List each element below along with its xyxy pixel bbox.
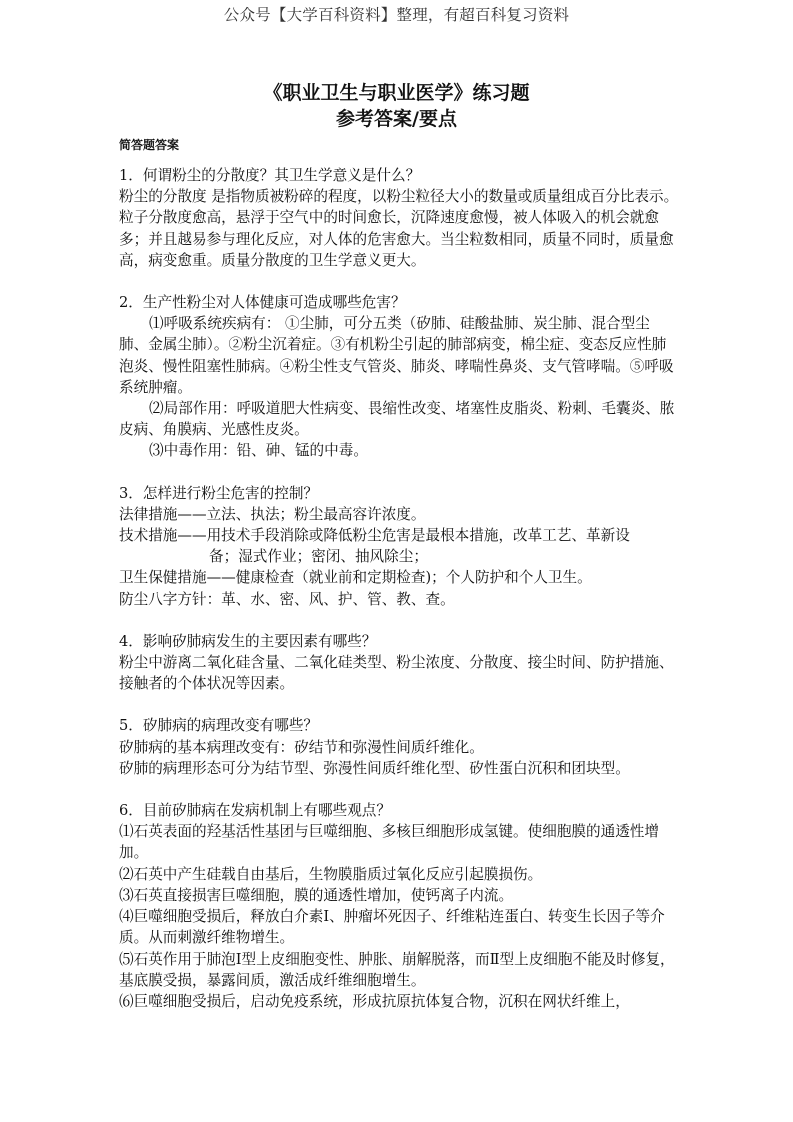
section-label: 简答题答案 [119,138,180,152]
question-5 [119,715,679,779]
answer-paragraph: ⑶中毒作用：铅、砷、锰的中毒。 [149,442,368,460]
answer-paragraph: ⑶石英直接损害巨噬细胞，膜的通透性增加，使钙离子内流。 [119,886,514,904]
question-2 [119,292,679,462]
answer-paragraph: 防尘八字方针：革、水、密、风、护、管、教、查。 [119,590,455,608]
answer-paragraph: ⑴石英表面的羟基活性基团与巨噬细胞、多核巨细胞形成氢键。使细胞膜的通透性增加。 [119,823,659,862]
question-text: 1．何谓粉尘的分散度？其卫生学意义是什么？ [119,167,421,184]
question-text: 4．影响矽肺病发生的主要因素有哪些？ [119,632,377,650]
answer-paragraph: 卫生保健措施——健康检查（就业前和定期检查)；个人防护和个人卫生。 [119,569,592,587]
answer-paragraph: 粉尘的分散度 是指物质被粉碎的程度，以粉尘粒径大小的数量或质量组成百分比表示。 [119,188,679,206]
answer-paragraph: 备；湿式作业；密闭、抽风除尘； [209,548,428,566]
answer-paragraph: 粉尘中游离二氧化硅含量、二氧化硅类型、粉尘浓度、分散度、接尘时间、防护措施、接触者的个体状况等因素。 [119,654,674,693]
question-6 [119,800,679,1012]
answer-paragraph: 矽肺的病理形态可分为结节型、弥漫性间质纤维化型、矽性蛋白沉积和团块型。 [119,759,630,777]
answer-paragraph: ⑹巨噬细胞受损后，启动免疫系统，形成抗原抗体复合物，沉积在网状纤维上， [119,992,630,1010]
answer-paragraph: 技术措施——用技术手段消除或降低粉尘危害是最根本措施，改革工艺、革新设 [119,527,630,545]
document-subtitle: 参考答案/要点 [336,108,457,130]
page-header: 公众号【大学百科资料】整理，有超百科复习资料 [223,6,570,24]
question-1 [119,165,679,271]
answer-paragraph: ⑵石英中产生硅载自由基后，生物膜脂质过氧化反应引起膜损伤。 [119,865,543,883]
answer-paragraph: ⑸石英作用于肺泡Ⅰ型上皮细胞变性、肿胀、崩解脱落，而Ⅱ型上皮细胞不能及时修复，基底膜受损，暴露间质，激活成纤维细胞增生。 [119,950,675,989]
answer-paragraph: ⑵局部作用：呼吸道肥大性病变、畏缩性改变、堵塞性皮脂炎、粉刺、毛囊炎、脓皮病、角膜病、光感性皮炎。 [119,400,675,439]
document-body [119,165,679,1033]
question-4 [119,631,679,695]
document-title: 《职业卫生与职业医学》练习题 [263,82,530,104]
question-text: 3．怎样进行粉尘危害的控制？ [119,484,319,502]
question-3 [119,483,679,610]
answer-paragraph: 粒子分散度愈高，悬浮于空气中的时间愈长，沉降速度愈慢，被人体吸入的机会就愈多；并且越易参与理化反应，对人体的危害愈大。当尘粒数相同，质量不同时，质量愈高，病变愈重。质量分散度的卫生学意义更大。 [119,209,674,269]
answer-paragraph: ⑴呼吸系统疾病有： ①尘肺，可分五类（矽肺、硅酸盐肺、炭尘肺、混合型尘肺、金属尘肺）。②粉尘沉着症。③有机粉尘引起的肺部病变，棉尘症、变态反应性肺泡炎、慢性阻塞性肺病。④粉尘性支气管炎、肺炎、哮喘性鼻炎、支气管哮喘。⑤呼吸系统肿瘤。 [119,315,674,396]
question-text: 2．生产性粉尘对人体健康可造成哪些危害？ [119,294,406,312]
answer-paragraph: ⑷巨噬细胞受损后，释放白介素Ⅰ、肿瘤坏死因子、纤维粘连蛋白、转变生长因子等介质。从而刺激纤维物增生。 [119,908,665,947]
answer-paragraph: 法律措施——立法、执法；粉尘最高容许浓度。 [119,505,426,523]
question-text: 5．矽肺病的病理改变有哪些？ [119,717,319,735]
question-text: 6．目前矽肺病在发病机制上有哪些观点？ [119,802,391,820]
answer-paragraph: 矽肺病的基本病理改变有：矽结节和弥漫性间质纤维化。 [119,738,484,756]
